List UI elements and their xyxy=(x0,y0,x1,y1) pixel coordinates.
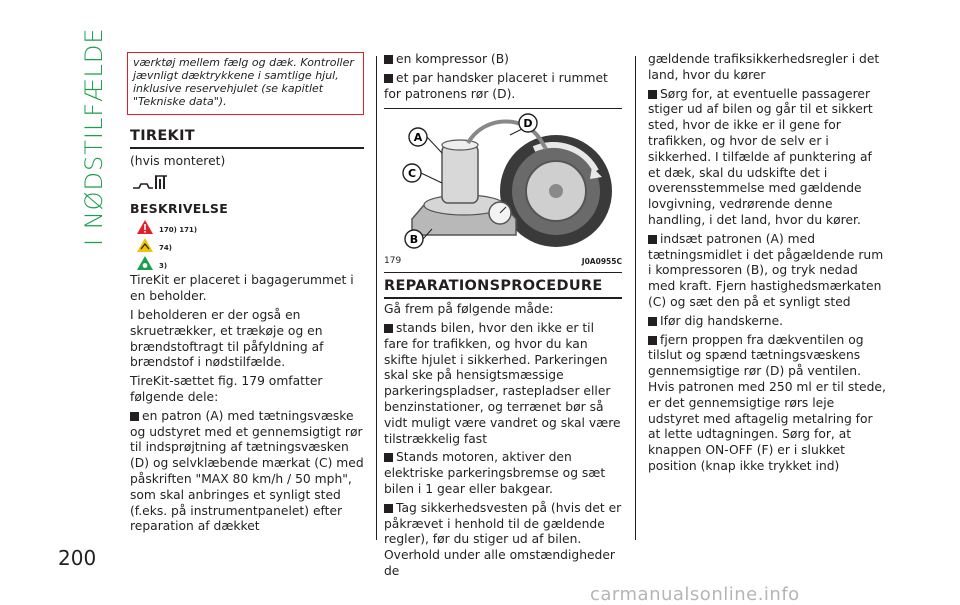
note-box: værktøj mellem fælg og dæk. Kontroller jævnligt dæktrykkene i samtlige hjul, inklusive reservehjulet (se kapitlet "Tekniske data"). xyxy=(127,52,364,115)
bullet-text: et par handsker placeret i rummet for patronens rør (D). xyxy=(384,70,608,101)
section-heading-reparation: REPARATIONSPROCEDURE xyxy=(384,279,622,299)
bullet-text: Sørg for, at eventuelle passagerer stiger ud af bilen og går til et sikkert sted, hvor de ikke er il gene for trafikken, og hvor de selv er i sikkerhed. I tilfælde af punktering af et dæk, skal du udskifte det i overensstemmelse med gældende lovgivning, vedrørende denne handling, i det land, hvor du kører. xyxy=(648,86,873,227)
bullet-item xyxy=(384,52,622,68)
column-2 xyxy=(384,52,622,583)
bullet-item xyxy=(648,87,886,229)
paragraph: gældende trafiksikkerhedsregler i det land, hvor du kører xyxy=(648,52,880,82)
warning-danger-row xyxy=(136,219,364,237)
figure-number: 179 xyxy=(384,256,402,267)
bullet-text: Stands motoren, aktiver den elektriske parkeringsbremse og sæt bilen i 1 gear eller bakgear. xyxy=(384,450,606,496)
procedure-intro: Gå frem på følgende måde: xyxy=(384,302,554,317)
paragraph: TireKit-sættet fig. 179 omfatter følgende dele: xyxy=(130,374,323,404)
caution-warning-icon xyxy=(136,237,154,253)
figure-code: J0A0955C xyxy=(581,257,622,267)
bullet-text: en kompressor (B) xyxy=(396,52,509,66)
bullet-icon xyxy=(384,324,393,333)
bullet-item xyxy=(384,501,622,580)
column-3 xyxy=(648,52,886,478)
column-1 xyxy=(130,52,364,538)
tirekit-illustration xyxy=(384,109,622,253)
label-d: D xyxy=(523,117,533,131)
bullet-text: Tag sikkerhedsvesten på (hvis det er påkrævet i henhold til de gældende regler), før du stiger ud af bilen. Overhold under alle omstændigheder de xyxy=(384,500,622,578)
bullet-icon xyxy=(130,412,139,421)
warning-caution-row xyxy=(136,237,364,255)
bullet-text: indsæt patronen (A) med tætningsmidlet i det pågældende rum i kompressoren (B), og tryk nedad med kraft. Fjern hastighedsmærkaten (C) og sæt den på et synligt sted xyxy=(648,231,884,309)
chapter-title-text: I NØDSTILFÆLDE xyxy=(80,27,108,246)
bullet-icon xyxy=(648,317,657,326)
optional-equipment-icon xyxy=(131,174,171,194)
danger-warning-icon xyxy=(136,219,154,235)
optional-note: (hvis monteret) xyxy=(130,153,226,168)
column-divider xyxy=(635,56,636,540)
bullet-item xyxy=(384,450,622,497)
section-heading-tirekit: TIREKIT xyxy=(130,129,364,149)
bullet-text: fjern proppen fra dækventilen og tilslut og spænd tætningsvæskens gennemsigtige rør (D) på ventilen. Hvis patronen med 250 ml er til stede, er det gennemsigtige rørs leje udstyret med aftagelig metalring for at lette udtagningen. Sørg for, at knappen ON-OFF (F) er i slukket position (knap ikke trykket ind) xyxy=(648,332,886,473)
figure-179 xyxy=(384,108,622,269)
bullet-item xyxy=(130,409,364,535)
label-c: C xyxy=(407,167,417,181)
bullet-icon xyxy=(384,55,393,64)
environment-refs: 3) xyxy=(159,262,168,271)
label-a: A xyxy=(413,131,423,145)
bullet-icon xyxy=(384,453,393,462)
bullet-item xyxy=(648,232,886,311)
bullet-item xyxy=(648,333,886,475)
bullet-text: Ifør dig handskerne. xyxy=(660,313,784,328)
page-number: 200 xyxy=(58,546,97,570)
bullet-item xyxy=(648,314,886,330)
watermark: carmanualsonline.info xyxy=(590,584,800,605)
environment-icon xyxy=(136,255,154,271)
bullet-item xyxy=(384,321,622,447)
column-divider xyxy=(376,56,377,540)
paragraph: I beholderen er der også en skruetrækker, et trækøje og en brændstoftragt til påfyldning af brændstof i nødstilfælde. xyxy=(130,307,324,370)
bullet-icon xyxy=(648,336,657,345)
figure-caption xyxy=(384,253,622,273)
caution-refs: 74) xyxy=(159,244,172,253)
label-b: B xyxy=(409,233,419,247)
bullet-icon xyxy=(648,235,657,244)
warning-environment-row xyxy=(136,255,364,273)
equipment-symbol-row xyxy=(130,173,364,195)
bullet-icon xyxy=(648,90,657,99)
bullet-text: en patron (A) med tætningsvæske og udstyret med et gennemsigtigt rør til indsprøjtning af tætningsvæsken (D) og selvklæbende mærkat (C) med påskriften "MAX 80 km/h / 50 mph", som skal anbringes et synligt sted (f.eks. på instrumentpanelet) efter reparation af dækket xyxy=(130,408,364,534)
bullet-item xyxy=(384,71,622,103)
bullet-icon xyxy=(384,504,393,513)
bullet-text: stands bilen, hvor den ikke er til fare for trafikken, og hvor du kan skifte hjulet i sikkerhed. Parkeringen skal ske på hensigtsmæssige parkeringspladser, rastepladser eller benzinstationer, og terrænet bør så vidt muligt være vandret og skal være tilstrækkelig fast xyxy=(384,320,621,446)
subheading-beskrivelse: BESKRIVELSE xyxy=(130,200,229,216)
danger-refs: 170) 171) xyxy=(159,226,198,235)
bullet-icon xyxy=(384,74,393,83)
chapter-side-title xyxy=(76,27,116,246)
paragraph: TireKit er placeret i bagagerummet i en beholder. xyxy=(130,273,354,304)
